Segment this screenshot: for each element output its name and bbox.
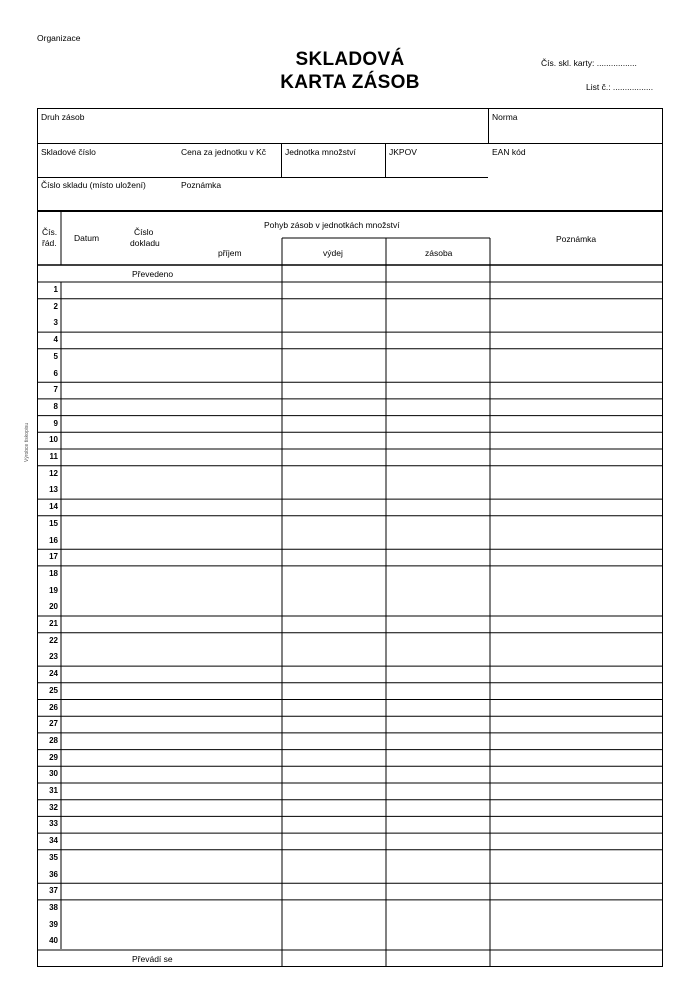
row-number: 20 <box>49 602 58 612</box>
ean-label: EAN kód <box>492 147 526 157</box>
row-number: 5 <box>53 351 58 361</box>
divider <box>385 143 386 177</box>
card-number-label: Čís. skl. karty: ................. <box>541 58 637 68</box>
th-poznamka: Poznámka <box>556 234 597 244</box>
prevedeno-label: Převedeno <box>132 269 174 279</box>
th-prijem: příjem <box>218 248 242 258</box>
th-datum: Datum <box>74 233 100 243</box>
th-vydej: výdej <box>323 248 343 258</box>
row-number: 10 <box>49 435 58 445</box>
row-number: 31 <box>49 786 58 795</box>
row-number: 17 <box>49 552 58 562</box>
row-number: 29 <box>49 752 58 762</box>
jednotka-label: Jednotka množství <box>285 147 356 157</box>
side-print-text: Výrobce tiskopisu <box>24 422 30 462</box>
divider <box>488 109 489 143</box>
row-number: 14 <box>49 502 58 512</box>
skladove-cislo-label: Skladové číslo <box>41 147 96 157</box>
poznamka-field-label: Poznámka <box>181 180 222 190</box>
cena-label: Cena za jednotku v Kč <box>181 147 267 157</box>
row-number: 25 <box>49 685 58 695</box>
cislo-skladu-label: Číslo skladu (místo uložení) <box>41 180 146 190</box>
row-number: 16 <box>49 535 58 545</box>
row-number: 39 <box>49 919 58 929</box>
row-number: 32 <box>49 802 58 812</box>
row-number: 13 <box>49 485 58 495</box>
th-cislo: Číslo <box>134 227 154 237</box>
row-number: 33 <box>49 819 58 829</box>
row-number: 4 <box>53 335 58 345</box>
organization-label: Organizace <box>37 33 81 43</box>
row-number: 24 <box>49 669 58 679</box>
divider <box>281 143 282 177</box>
norma-label: Norma <box>492 112 518 122</box>
row-number: 40 <box>49 936 58 946</box>
th-zasoba: zásoba <box>425 248 453 258</box>
table-grid-lines <box>38 212 662 966</box>
row-number: 15 <box>49 518 58 528</box>
row-number: 37 <box>49 886 58 896</box>
row-number: 28 <box>49 735 58 745</box>
row-number: 35 <box>49 852 58 862</box>
row-number: 3 <box>53 318 58 328</box>
row-number: 30 <box>49 769 58 779</box>
row-number: 2 <box>53 301 58 311</box>
row-number: 22 <box>49 635 58 645</box>
th-rad: řád. <box>42 238 57 248</box>
page-title-line1: SKLADOVÁ <box>295 49 405 70</box>
row-number: 21 <box>49 619 58 628</box>
row-number: 23 <box>49 652 58 662</box>
row-number: 19 <box>49 585 58 595</box>
prevadi-se-label: Převádí se <box>132 954 173 964</box>
stock-table <box>37 211 663 967</box>
row-number: 1 <box>53 285 58 294</box>
druh-zasob-label: Druh zásob <box>41 112 85 122</box>
row-number: 34 <box>49 836 58 846</box>
divider <box>38 177 488 178</box>
row-number: 11 <box>49 452 58 461</box>
th-pohyb: Pohyb zásob v jednotkách množství <box>264 220 400 230</box>
row-number: 38 <box>49 902 58 912</box>
sheet-number-label: List č.: ................. <box>586 82 654 92</box>
row-number: 7 <box>53 385 58 395</box>
th-dokladu: dokladu <box>130 238 160 248</box>
row-number: 36 <box>49 869 58 879</box>
jkpov-label: JKPOV <box>389 147 417 157</box>
row-number: 18 <box>49 568 58 578</box>
page-title-line2: KARTA ZÁSOB <box>280 72 420 93</box>
row-number: 27 <box>49 719 58 729</box>
th-cis: Čís. <box>42 227 58 237</box>
row-number: 6 <box>53 368 58 378</box>
row-number: 12 <box>49 468 58 478</box>
divider <box>38 143 662 144</box>
info-box <box>37 108 663 211</box>
row-number: 8 <box>53 401 58 411</box>
row-number: 26 <box>49 702 58 712</box>
row-number: 9 <box>53 418 58 428</box>
